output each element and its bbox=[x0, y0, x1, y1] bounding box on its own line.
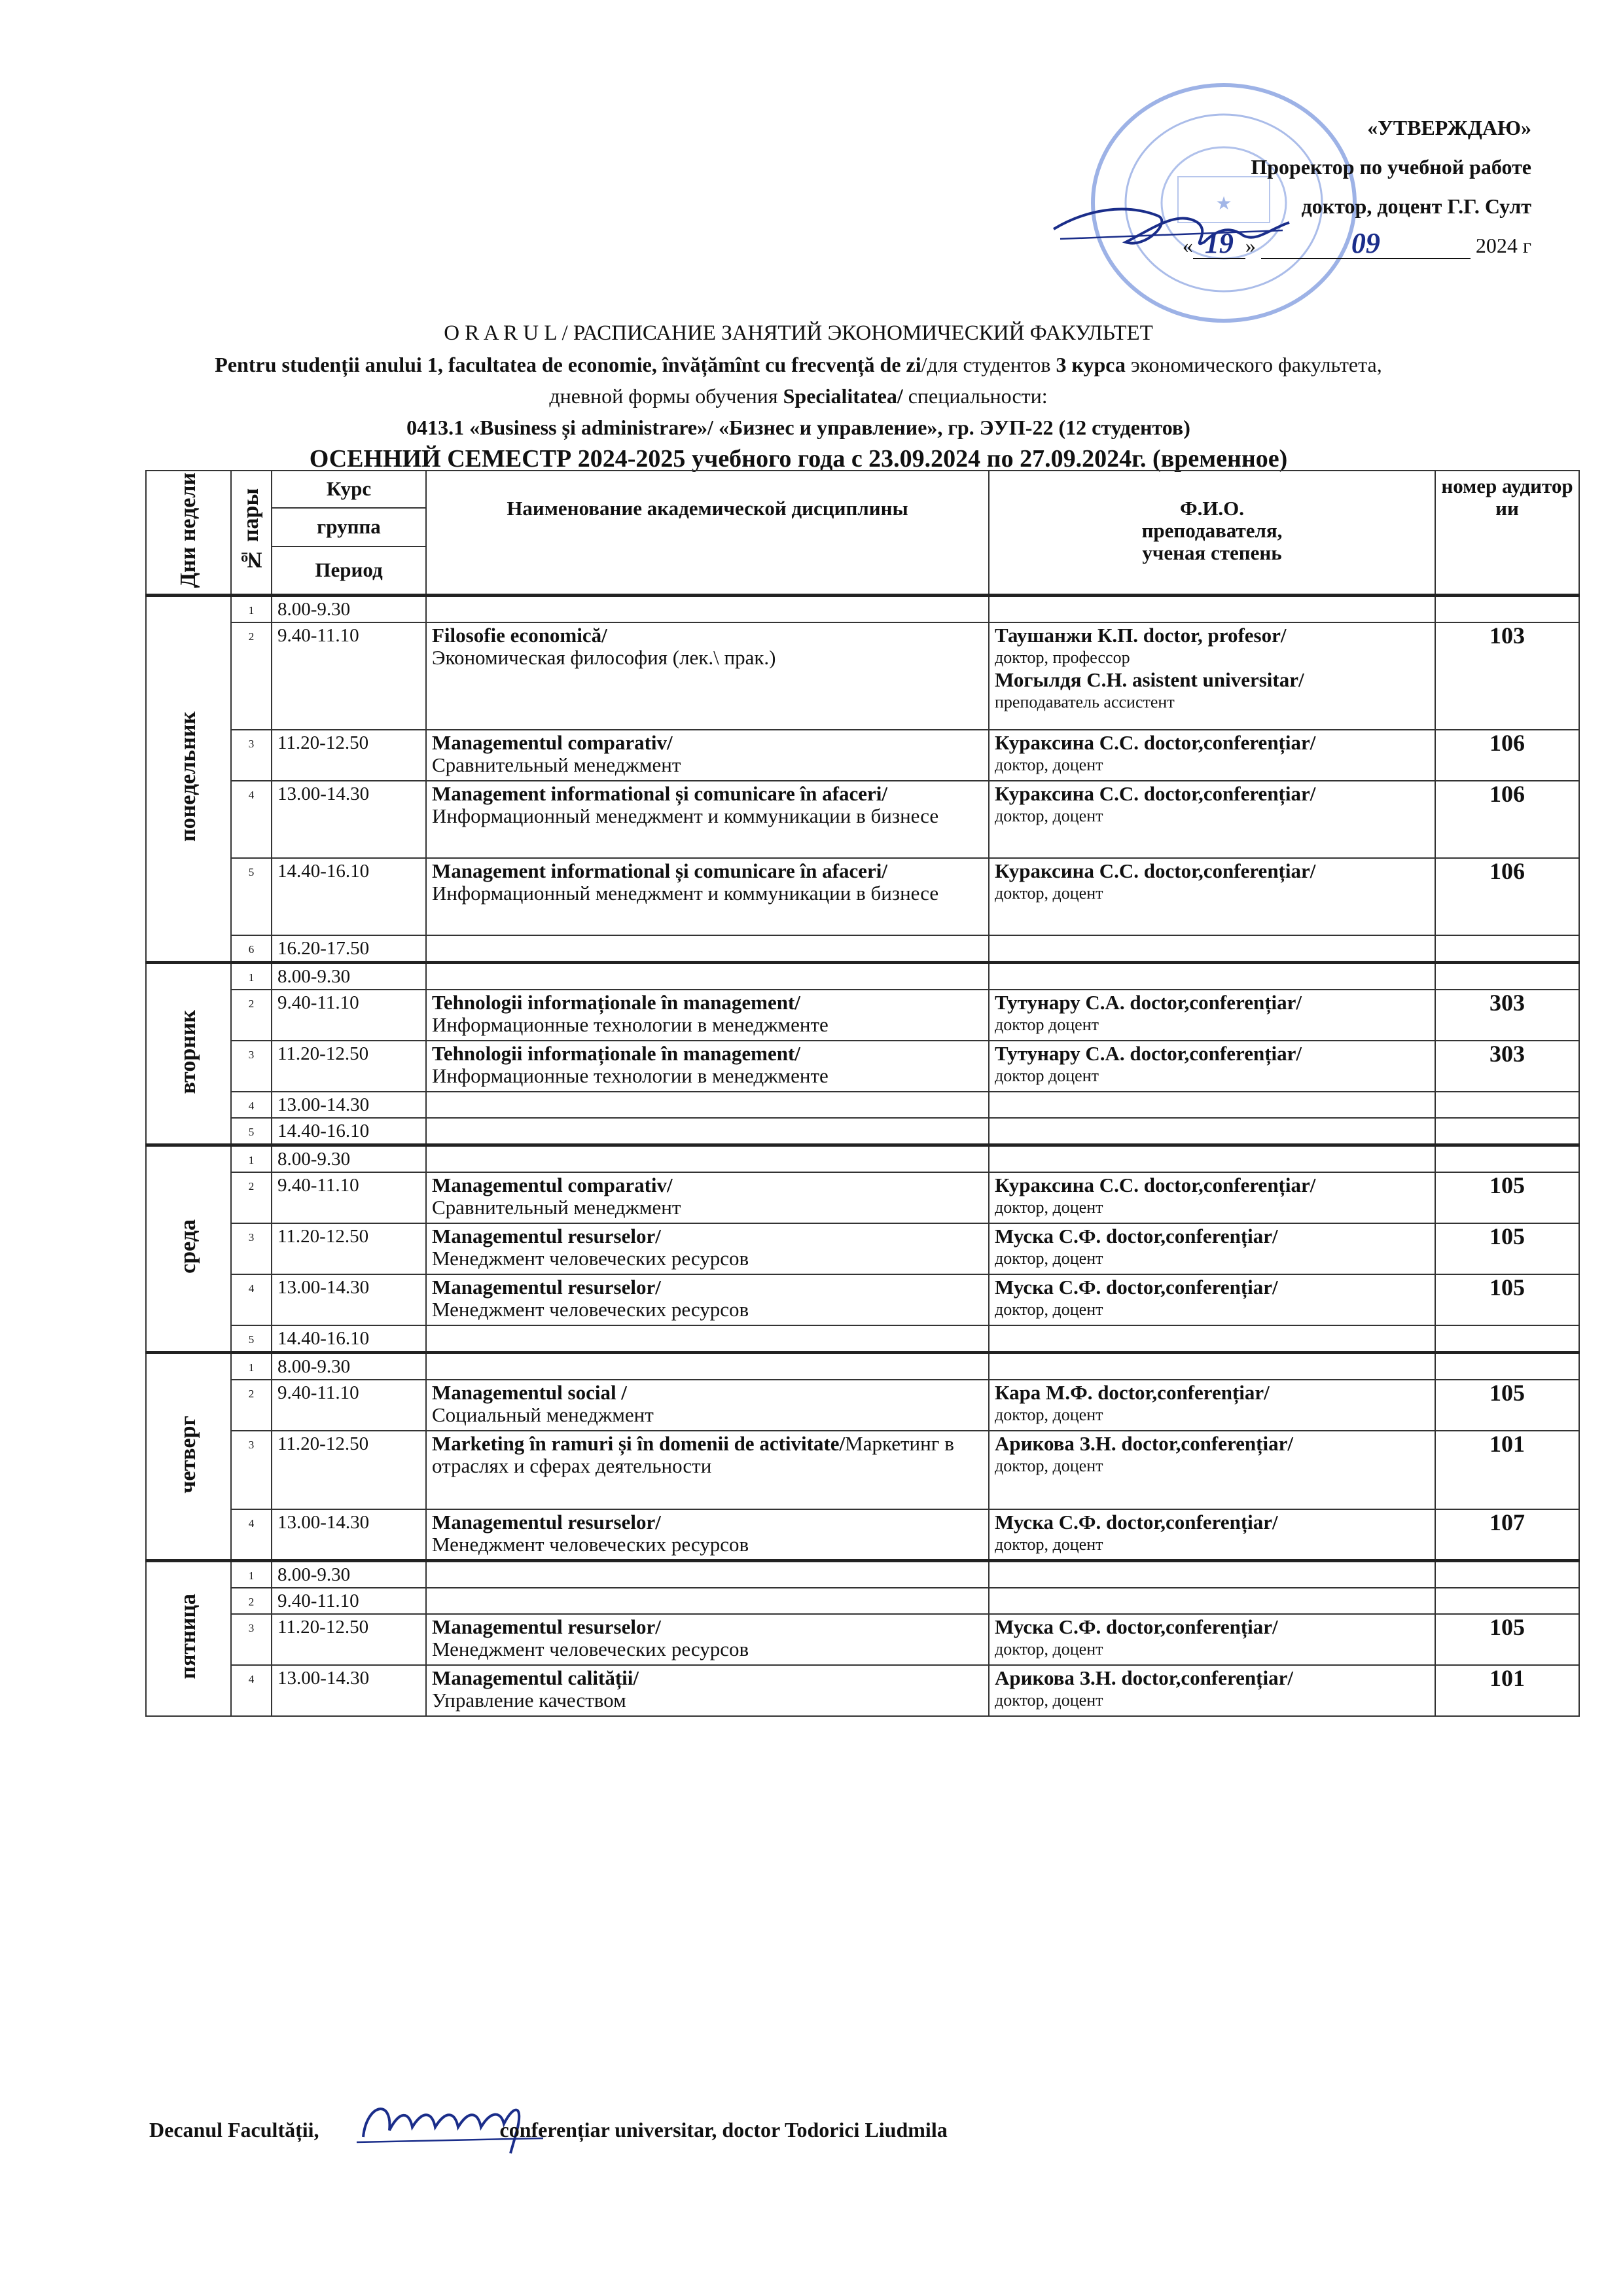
teacher-1-name: Кураксина С.С. doctor,conferențiar/ bbox=[995, 859, 1316, 883]
header-discipline: Наименование академической дисциплины bbox=[426, 471, 989, 596]
pair-number-cell: 3 bbox=[231, 1614, 272, 1665]
pair-number-cell: 2 bbox=[231, 1172, 272, 1223]
teacher-cell bbox=[989, 1145, 1435, 1173]
period-cell: 14.40-16.10 bbox=[272, 1118, 426, 1145]
teacher-cell bbox=[989, 781, 1435, 858]
room-cell: 106 bbox=[1435, 781, 1579, 858]
day-name: пятница bbox=[176, 1594, 200, 1679]
discipline-cell bbox=[426, 1380, 989, 1431]
pair-number-cell: 1 bbox=[231, 596, 272, 623]
header-days-label: Дни недели bbox=[176, 473, 200, 588]
specialty-line bbox=[131, 412, 1466, 443]
room-cell bbox=[1435, 596, 1579, 623]
teacher-1-degree: доктор, доцент bbox=[995, 1405, 1103, 1425]
room-cell: 105 bbox=[1435, 1614, 1579, 1665]
header-line-2-ru-b: 3 курса bbox=[1056, 353, 1126, 376]
discipline-cell bbox=[426, 730, 989, 781]
date-day: 19 bbox=[1193, 229, 1245, 259]
pair-number-cell: 3 bbox=[231, 1041, 272, 1092]
header-line-2-ru-c: экономического факультета, bbox=[1125, 353, 1382, 376]
table-row bbox=[146, 781, 1579, 858]
room-cell: 105 bbox=[1435, 1172, 1579, 1223]
room-cell: 107 bbox=[1435, 1509, 1579, 1560]
period-cell: 13.00-14.30 bbox=[272, 1274, 426, 1325]
table-row bbox=[146, 1092, 1579, 1118]
discipline-ro: Management informational și comunicare în afaceri/ bbox=[432, 859, 887, 883]
period-cell: 8.00-9.30 bbox=[272, 1560, 426, 1588]
discipline-ru: Экономическая философия (лек.\ прак.) bbox=[432, 646, 776, 670]
day-cell bbox=[146, 1560, 231, 1716]
discipline-ru: Информационные технологии в менеджменте bbox=[432, 1013, 829, 1037]
room-cell bbox=[1435, 1145, 1579, 1173]
teacher-cell bbox=[989, 1172, 1435, 1223]
period-cell: 13.00-14.30 bbox=[272, 1509, 426, 1560]
table-row bbox=[146, 1614, 1579, 1665]
period-cell: 11.20-12.50 bbox=[272, 1431, 426, 1509]
pair-number-cell: 5 bbox=[231, 1118, 272, 1145]
teacher-1-degree: доктор, доцент bbox=[995, 1456, 1103, 1476]
discipline-ru: Информационный менеджмент и коммуникации в бизнесе bbox=[432, 882, 939, 905]
period-cell: 14.40-16.10 bbox=[272, 858, 426, 935]
day-cell bbox=[146, 1145, 231, 1353]
pair-number-cell: 5 bbox=[231, 858, 272, 935]
discipline-ro: Managementul resurselor/ bbox=[432, 1615, 661, 1638]
teacher-2-name: Могылдя С.Н. asistent universitar/ bbox=[995, 668, 1304, 692]
pair-number-cell: 4 bbox=[231, 1509, 272, 1560]
header-line-3 bbox=[131, 380, 1466, 412]
approval-date bbox=[1073, 226, 1531, 265]
teacher-cell bbox=[989, 1041, 1435, 1092]
period-cell: 8.00-9.30 bbox=[272, 596, 426, 623]
teacher-1-name: Кураксина С.С. doctor,conferențiar/ bbox=[995, 1174, 1316, 1197]
approval-position: Проректор по учебной работе bbox=[1251, 155, 1531, 179]
discipline-ro: Management informational și comunicare în afaceri/ bbox=[432, 782, 887, 806]
discipline-ru: Информационный менеджмент и коммуникации в бизнесе bbox=[432, 804, 939, 828]
discipline-ro: Managementul calității/ bbox=[432, 1666, 639, 1689]
teacher-cell bbox=[989, 1325, 1435, 1353]
teacher-cell bbox=[989, 1614, 1435, 1665]
room-cell bbox=[1435, 1353, 1579, 1380]
header-line-2-ro: Pentru studenții anului 1, facultatea de economie, învățămînt cu frecvență de zi bbox=[215, 353, 921, 376]
table-row bbox=[146, 1118, 1579, 1145]
period-cell: 11.20-12.50 bbox=[272, 1041, 426, 1092]
discipline-cell bbox=[426, 1353, 989, 1380]
discipline-cell bbox=[426, 1614, 989, 1665]
teacher-1-name: Муска С.Ф. doctor,conferențiar/ bbox=[995, 1225, 1278, 1248]
teacher-1-name: Муска С.Ф. doctor,conferențiar/ bbox=[995, 1511, 1278, 1534]
pair-number-cell: 5 bbox=[231, 1325, 272, 1353]
discipline-cell bbox=[426, 1223, 989, 1274]
discipline-cell bbox=[426, 1560, 989, 1588]
discipline-cell bbox=[426, 1118, 989, 1145]
teacher-1-degree: доктор доцент bbox=[995, 1015, 1099, 1035]
teacher-1-degree: доктор, доцент bbox=[995, 1639, 1103, 1659]
room-cell bbox=[1435, 1325, 1579, 1353]
period-cell: 13.00-14.30 bbox=[272, 1092, 426, 1118]
discipline-ro: Managementul comparativ/ bbox=[432, 1174, 673, 1197]
room-cell: 105 bbox=[1435, 1380, 1579, 1431]
table-row bbox=[146, 963, 1579, 990]
room-cell: 303 bbox=[1435, 1041, 1579, 1092]
discipline-ro: Tehnologii informaționale în management/ bbox=[432, 1042, 800, 1066]
teacher-cell bbox=[989, 1274, 1435, 1325]
room-cell bbox=[1435, 1118, 1579, 1145]
teacher-cell bbox=[989, 1509, 1435, 1560]
teacher-1-degree: доктор, доцент bbox=[995, 1198, 1103, 1217]
pair-number-cell: 3 bbox=[231, 1223, 272, 1274]
table-row bbox=[146, 1223, 1579, 1274]
table-row bbox=[146, 1353, 1579, 1380]
room-cell bbox=[1435, 1588, 1579, 1614]
day-name: понедельник bbox=[176, 711, 200, 842]
room-cell: 101 bbox=[1435, 1665, 1579, 1716]
room-cell: 105 bbox=[1435, 1274, 1579, 1325]
period-cell: 9.40-11.10 bbox=[272, 622, 426, 730]
table-row bbox=[146, 1431, 1579, 1509]
teacher-1-name: Кара М.Ф. doctor,conferențiar/ bbox=[995, 1381, 1270, 1405]
discipline-cell bbox=[426, 1092, 989, 1118]
table-row bbox=[146, 1560, 1579, 1588]
teacher-1-name: Арикова З.Н. doctor,conferențiar/ bbox=[995, 1666, 1293, 1689]
discipline-ro: Managementul resurselor/ bbox=[432, 1225, 661, 1248]
teacher-cell bbox=[989, 1353, 1435, 1380]
room-cell: 103 bbox=[1435, 622, 1579, 730]
period-cell: 9.40-11.10 bbox=[272, 990, 426, 1041]
header-group: группа bbox=[272, 508, 426, 547]
teacher-1-name: Кураксина С.С. doctor,conferențiar/ bbox=[995, 731, 1316, 755]
teacher-1-degree: доктор доцент bbox=[995, 1066, 1099, 1086]
pair-number-cell: 4 bbox=[231, 1092, 272, 1118]
discipline-ro: Tehnologii informaționale în management/ bbox=[432, 991, 800, 1014]
header-teacher-l2: преподавателя, bbox=[1141, 519, 1283, 542]
discipline-cell bbox=[426, 963, 989, 990]
teacher-cell bbox=[989, 1380, 1435, 1431]
pair-number-cell: 1 bbox=[231, 963, 272, 990]
table-row bbox=[146, 1274, 1579, 1325]
semester-line: ОСЕННИЙ СЕМЕСТР 2024-2025 учебного года с 23.09.2024 по 27.09.2024г. (временное) bbox=[309, 445, 1288, 473]
discipline-ru: Социальный менеджмент bbox=[432, 1403, 654, 1427]
period-cell: 16.20-17.50 bbox=[272, 935, 426, 963]
header-teacher bbox=[989, 471, 1435, 596]
discipline-ru: Сравнительный менеджмент bbox=[432, 753, 681, 777]
table-row bbox=[146, 1509, 1579, 1560]
discipline-ro: Filosofie economică/ bbox=[432, 624, 607, 647]
header-room: номер аудитории bbox=[1435, 471, 1579, 596]
table-row bbox=[146, 622, 1579, 730]
teacher-cell bbox=[989, 935, 1435, 963]
header-line-2-ru-a: /для студентов bbox=[921, 353, 1056, 376]
pair-number-cell: 4 bbox=[231, 1665, 272, 1716]
teacher-1-degree: доктор, профессор bbox=[995, 648, 1130, 668]
schedule-table bbox=[145, 470, 1580, 1717]
discipline-cell bbox=[426, 781, 989, 858]
teacher-1-degree: доктор, доцент bbox=[995, 755, 1103, 775]
teacher-cell bbox=[989, 1092, 1435, 1118]
discipline-cell bbox=[426, 1325, 989, 1353]
teacher-1-name: Тутунару С.А. doctor,conferențiar/ bbox=[995, 1042, 1302, 1066]
approval-person: доктор, доцент Г.Г. Султ bbox=[1301, 194, 1531, 218]
header-days bbox=[146, 471, 231, 596]
discipline-ru: Маркетинг в отраслях и сферах деятельности bbox=[432, 1432, 954, 1478]
room-cell: 106 bbox=[1435, 858, 1579, 935]
teacher-cell bbox=[989, 963, 1435, 990]
room-cell bbox=[1435, 1092, 1579, 1118]
pair-number-cell: 4 bbox=[231, 781, 272, 858]
approval-block bbox=[1073, 108, 1531, 265]
room-cell bbox=[1435, 1560, 1579, 1588]
teacher-cell bbox=[989, 1223, 1435, 1274]
discipline-ro: Managementul resurselor/ bbox=[432, 1511, 661, 1534]
discipline-cell bbox=[426, 596, 989, 623]
header-line-3-c: специальности: bbox=[902, 384, 1048, 408]
table-row bbox=[146, 1041, 1579, 1092]
table-row bbox=[146, 935, 1579, 963]
teacher-1-degree: доктор, доцент bbox=[995, 1249, 1103, 1268]
footer-dean-label: Decanul Facultății, bbox=[149, 2118, 319, 2142]
discipline-cell bbox=[426, 935, 989, 963]
teacher-2-degree: преподаватель ассистент bbox=[995, 692, 1175, 712]
pair-number-cell: 3 bbox=[231, 730, 272, 781]
period-cell: 9.40-11.10 bbox=[272, 1588, 426, 1614]
pair-number-cell: 1 bbox=[231, 1560, 272, 1588]
teacher-1-degree: доктор, доцент bbox=[995, 1300, 1103, 1319]
pair-number-cell: 2 bbox=[231, 1380, 272, 1431]
header-pair-no-label: № пары bbox=[239, 488, 263, 572]
discipline-ru: Менеджмент человеческих ресурсов bbox=[432, 1533, 749, 1556]
table-row bbox=[146, 1665, 1579, 1716]
date-month: 09 bbox=[1261, 229, 1471, 259]
header-line-2 bbox=[131, 349, 1466, 380]
table-row bbox=[146, 858, 1579, 935]
teacher-1-name: Муска С.Ф. doctor,conferențiar/ bbox=[995, 1276, 1278, 1299]
pair-number-cell: 2 bbox=[231, 990, 272, 1041]
teacher-cell bbox=[989, 1588, 1435, 1614]
svg-text:★: ★ bbox=[1215, 192, 1232, 214]
discipline-ro: Marketing în ramuri și în domenii de activitate/ bbox=[432, 1432, 846, 1456]
teacher-cell bbox=[989, 596, 1435, 623]
period-cell: 8.00-9.30 bbox=[272, 1353, 426, 1380]
schedule-body bbox=[146, 596, 1579, 1716]
table-row bbox=[146, 1172, 1579, 1223]
discipline-cell bbox=[426, 1145, 989, 1173]
pair-number-cell: 3 bbox=[231, 1431, 272, 1509]
discipline-ru: Информационные технологии в менеджменте bbox=[432, 1064, 829, 1088]
period-cell: 13.00-14.30 bbox=[272, 781, 426, 858]
document-title: O R A R U L / РАСПИСАНИЕ ЗАНЯТИЙ ЭКОНОМИЧЕСКИЙ ФАКУЛЬТЕТ bbox=[444, 321, 1153, 345]
discipline-cell bbox=[426, 622, 989, 730]
table-row bbox=[146, 596, 1579, 623]
discipline-ru: Менеджмент человеческих ресурсов bbox=[432, 1637, 749, 1660]
pair-number-cell: 2 bbox=[231, 622, 272, 730]
discipline-cell bbox=[426, 1588, 989, 1614]
table-row bbox=[146, 1380, 1579, 1431]
teacher-1-name: Арикова З.Н. doctor,conferențiar/ bbox=[995, 1432, 1293, 1456]
teacher-1-degree: доктор, доцент bbox=[995, 806, 1103, 826]
table-row bbox=[146, 1145, 1579, 1173]
period-cell: 8.00-9.30 bbox=[272, 963, 426, 990]
day-name: четверг bbox=[176, 1415, 200, 1494]
period-cell: 9.40-11.10 bbox=[272, 1380, 426, 1431]
discipline-ro: Managementul social / bbox=[432, 1381, 627, 1405]
discipline-ru: Менеджмент человеческих ресурсов bbox=[432, 1247, 749, 1270]
header-line-3-b: Specialitatea/ bbox=[783, 384, 903, 408]
teacher-1-name: Тутунару С.А. doctor,conferențiar/ bbox=[995, 991, 1302, 1014]
footer-dean-name: conferențiar universitar, doctor Todorici Liudmila bbox=[499, 2118, 948, 2142]
teacher-cell bbox=[989, 858, 1435, 935]
date-year: 2024 г bbox=[1475, 234, 1531, 257]
discipline-cell bbox=[426, 990, 989, 1041]
teacher-1-name: Муска С.Ф. doctor,conferențiar/ bbox=[995, 1615, 1278, 1638]
teacher-cell bbox=[989, 730, 1435, 781]
teacher-cell bbox=[989, 1118, 1435, 1145]
pair-number-cell: 1 bbox=[231, 1353, 272, 1380]
footer bbox=[149, 2118, 948, 2145]
table-row bbox=[146, 1325, 1579, 1353]
day-name: среда bbox=[176, 1219, 200, 1274]
date-open-quote: « bbox=[1182, 234, 1193, 257]
room-cell: 101 bbox=[1435, 1431, 1579, 1509]
document-header bbox=[131, 317, 1466, 475]
teacher-cell bbox=[989, 1560, 1435, 1588]
period-cell: 11.20-12.50 bbox=[272, 1614, 426, 1665]
footer-signature-slot bbox=[325, 2119, 495, 2145]
header-pair-no bbox=[231, 471, 272, 596]
discipline-cell bbox=[426, 1274, 989, 1325]
teacher-1-degree: доктор, доцент bbox=[995, 1690, 1103, 1710]
pair-number-cell: 6 bbox=[231, 935, 272, 963]
approval-title: «УТВЕРЖДАЮ» bbox=[1367, 116, 1531, 139]
room-cell bbox=[1435, 935, 1579, 963]
discipline-ru: Менеджмент человеческих ресурсов bbox=[432, 1298, 749, 1321]
teacher-cell bbox=[989, 622, 1435, 730]
header-line-3-a: дневной формы обучения bbox=[549, 384, 783, 408]
discipline-cell bbox=[426, 1172, 989, 1223]
pair-number-cell: 2 bbox=[231, 1588, 272, 1614]
period-cell: 9.40-11.10 bbox=[272, 1172, 426, 1223]
room-cell: 303 bbox=[1435, 990, 1579, 1041]
room-cell: 106 bbox=[1435, 730, 1579, 781]
teacher-1-degree: доктор, доцент bbox=[995, 1535, 1103, 1554]
period-cell: 14.40-16.10 bbox=[272, 1325, 426, 1353]
table-row bbox=[146, 730, 1579, 781]
header-course: Курс bbox=[272, 471, 426, 508]
specialty-text: 0413.1 «Business și administrare»/ «Бизнес и управление», гр. ЭУП-22 (12 студентов) bbox=[406, 416, 1190, 439]
header-teacher-l1: Ф.И.О. bbox=[1179, 497, 1245, 520]
header-teacher-l3: ученая степень bbox=[1142, 541, 1282, 564]
header-period: Период bbox=[272, 547, 426, 596]
discipline-ru: Сравнительный менеджмент bbox=[432, 1196, 681, 1219]
day-cell bbox=[146, 963, 231, 1145]
teacher-cell bbox=[989, 990, 1435, 1041]
room-cell: 105 bbox=[1435, 1223, 1579, 1274]
period-cell: 11.20-12.50 bbox=[272, 1223, 426, 1274]
date-close-quote: » bbox=[1245, 234, 1256, 257]
discipline-cell bbox=[426, 858, 989, 935]
period-cell: 11.20-12.50 bbox=[272, 730, 426, 781]
discipline-ro: Managementul resurselor/ bbox=[432, 1276, 661, 1299]
table-row bbox=[146, 990, 1579, 1041]
discipline-cell bbox=[426, 1041, 989, 1092]
room-cell bbox=[1435, 963, 1579, 990]
table-row bbox=[146, 1588, 1579, 1614]
day-name: вторник bbox=[176, 1009, 200, 1094]
teacher-cell bbox=[989, 1431, 1435, 1509]
teacher-1-name: Таушанжи К.П. doctor, profesor/ bbox=[995, 624, 1287, 647]
discipline-cell bbox=[426, 1665, 989, 1716]
discipline-ro: Managementul comparativ/ bbox=[432, 731, 673, 755]
period-cell: 13.00-14.30 bbox=[272, 1665, 426, 1716]
discipline-ru: Управление качеством bbox=[432, 1688, 626, 1712]
day-cell bbox=[146, 1353, 231, 1561]
period-cell: 8.00-9.30 bbox=[272, 1145, 426, 1173]
discipline-cell bbox=[426, 1431, 989, 1509]
teacher-cell bbox=[989, 1665, 1435, 1716]
teacher-1-degree: доктор, доцент bbox=[995, 884, 1103, 903]
pair-number-cell: 4 bbox=[231, 1274, 272, 1325]
pair-number-cell: 1 bbox=[231, 1145, 272, 1173]
teacher-1-name: Кураксина С.С. doctor,conferențiar/ bbox=[995, 782, 1316, 806]
discipline-cell bbox=[426, 1509, 989, 1560]
day-cell bbox=[146, 596, 231, 963]
